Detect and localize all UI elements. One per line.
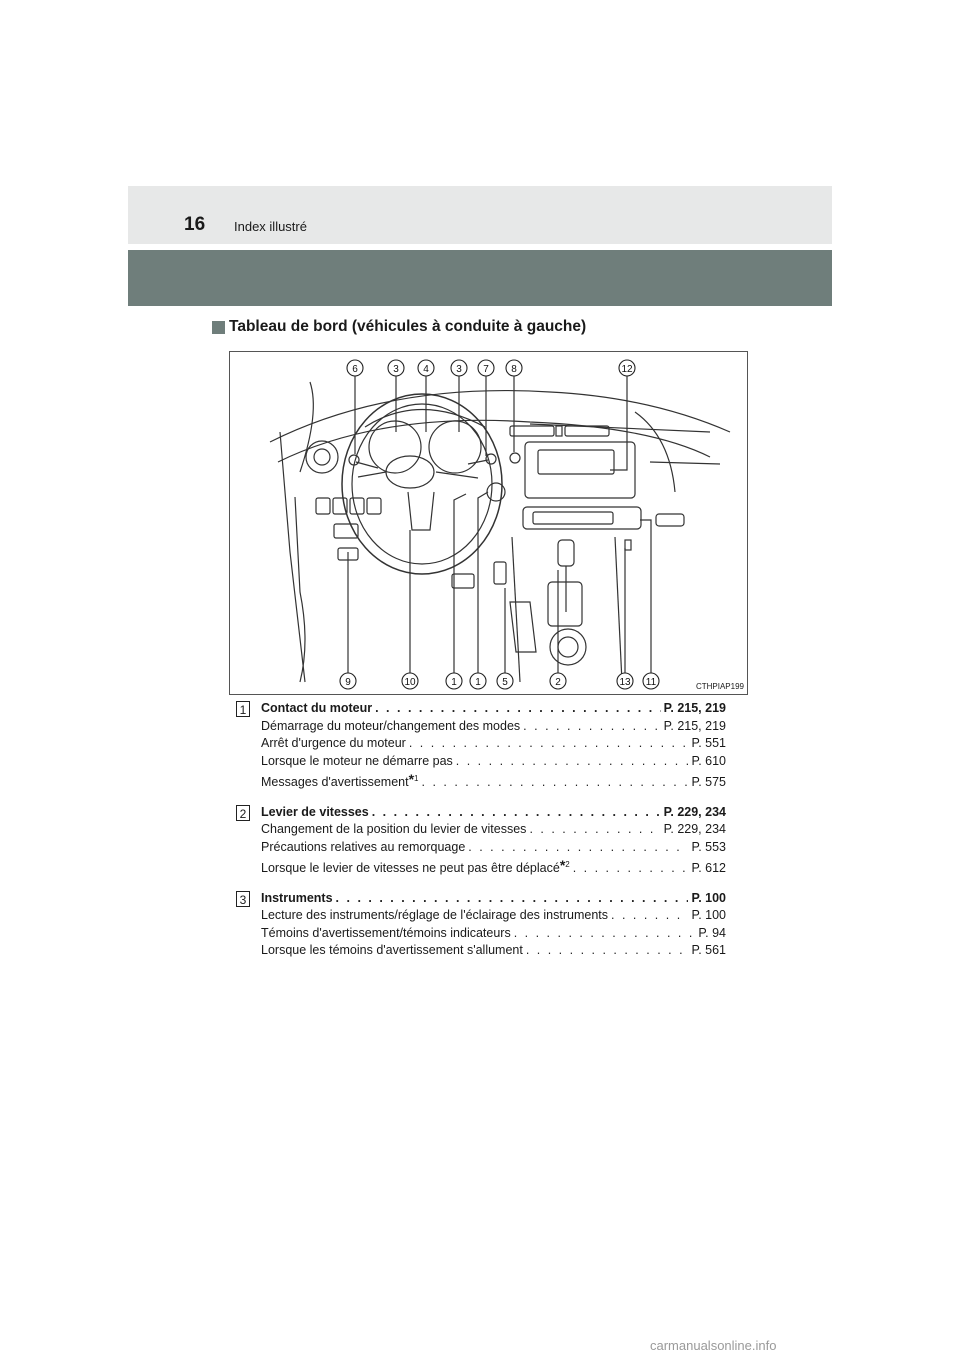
leader-dots	[526, 942, 689, 960]
page-ref-link[interactable]: P. 575	[691, 775, 726, 790]
page-ref-link[interactable]: P. 561	[691, 943, 726, 958]
sub-row	[261, 718, 726, 736]
callout-bottom-5: 5	[502, 677, 508, 688]
sub-row	[261, 735, 726, 753]
footnote-marker: 2	[565, 860, 570, 870]
page-ref-link[interactable]: P. 553	[691, 839, 726, 854]
leader-dots	[573, 860, 689, 878]
entry-number: 1	[236, 701, 250, 717]
leader-dots	[375, 700, 661, 718]
sub-row	[261, 907, 726, 925]
page-number: 16	[184, 214, 206, 235]
callout-bottom-3: 1	[451, 677, 457, 688]
dashboard-figure	[229, 351, 748, 695]
section-square-icon	[212, 321, 225, 334]
leader-dots	[409, 735, 689, 753]
entry-title: Contact du moteur	[261, 701, 373, 715]
header-band	[128, 250, 832, 306]
sub-text: Changement de la position du levier de vitesses	[261, 822, 527, 837]
callout-top-4: 3	[456, 364, 462, 375]
entry-title-row	[261, 890, 726, 908]
entry-title: Instruments	[261, 890, 333, 905]
sub-text: Précautions relatives au remorquage	[261, 839, 466, 854]
callout-top-1: 6	[352, 364, 358, 375]
sub-row	[261, 856, 726, 878]
callout-bottom-2: 10	[404, 677, 416, 688]
sub-row	[261, 770, 726, 792]
header-title: Index illustré	[234, 219, 307, 234]
watermark: carmanualsonline.info	[650, 1338, 777, 1353]
callout-bottom-6: 2	[555, 677, 561, 688]
entry-title: Levier de vitesses	[261, 804, 369, 819]
sub-row	[261, 821, 726, 839]
entry-number: 2	[236, 805, 250, 821]
entry-3	[236, 890, 726, 960]
sub-row	[261, 942, 726, 960]
leader-dots	[523, 718, 660, 736]
page-ref-link[interactable]: P. 100	[691, 908, 726, 923]
entry-2	[236, 804, 726, 878]
sub-row	[261, 839, 726, 857]
sub-text: Lorsque le moteur ne démarre pas	[261, 753, 453, 768]
sub-text: Arrêt d'urgence du moteur	[261, 736, 406, 750]
callout-bottom-1: 9	[345, 677, 351, 688]
sub-text: Lorsque les témoins d'avertissement s'allument	[261, 943, 523, 958]
entry-title-row	[261, 700, 726, 718]
entry-1	[236, 700, 726, 792]
sub-text: Témoins d'avertissement/témoins indicateurs	[261, 925, 511, 940]
sub-text: Messages d'avertissement*$^1$	[261, 771, 419, 790]
leader-dots	[514, 925, 696, 943]
sub-text: Lecture des instruments/réglage de l'éclairage des instruments	[261, 908, 609, 923]
callout-top-2: 3	[393, 364, 399, 375]
leader-dots	[468, 839, 688, 857]
footnote-marker: 1	[414, 774, 419, 783]
callout-top-7: 12	[621, 364, 633, 375]
page-ref-link[interactable]: P. 610	[691, 753, 726, 768]
entry-number: 3	[236, 891, 250, 907]
section-heading	[212, 318, 586, 336]
page-ref-link[interactable]: P. 215, 219	[663, 718, 726, 733]
sub-row	[261, 925, 726, 943]
callout-top-5: 7	[483, 364, 489, 375]
sub-text: Démarrage du moteur/changement des modes	[261, 718, 521, 733]
page-ref-link[interactable]: P. 215, 219	[663, 701, 726, 715]
page-ref-link[interactable]: P. 100	[691, 890, 726, 905]
callout-bottom-8: 11	[645, 677, 657, 688]
figure-code: CTHPIAP199	[695, 682, 744, 691]
leader-dots	[611, 907, 688, 925]
leader-dots	[422, 774, 689, 792]
leader-dots	[372, 804, 661, 822]
leader-dots	[529, 821, 660, 839]
callout-top-6: 8	[511, 364, 517, 375]
dashboard-illustration	[230, 352, 747, 694]
sub-text: Lorsque le levier de vitesses ne peut pas être déplacé*$^2$	[261, 857, 570, 876]
page-ref-link[interactable]: P. 229, 234	[663, 822, 726, 837]
entry-list	[236, 700, 726, 972]
page-ref-link[interactable]: P. 551	[691, 736, 726, 750]
leader-dots	[456, 753, 689, 771]
page-ref-link[interactable]: P. 94	[698, 925, 726, 940]
page-ref-link[interactable]: P. 229, 234	[663, 804, 726, 819]
entry-title-row	[261, 804, 726, 822]
sub-row	[261, 753, 726, 771]
header-bar	[128, 186, 832, 244]
callout-bottom-7: 13	[619, 677, 631, 688]
page-ref-link[interactable]: P. 612	[691, 861, 726, 876]
section-heading-text: Tableau de bord (véhicules à conduite à gauche)	[229, 318, 587, 335]
leader-dots	[336, 890, 689, 908]
callout-bottom-4: 1	[475, 677, 481, 688]
callout-top-3: 4	[423, 364, 429, 375]
